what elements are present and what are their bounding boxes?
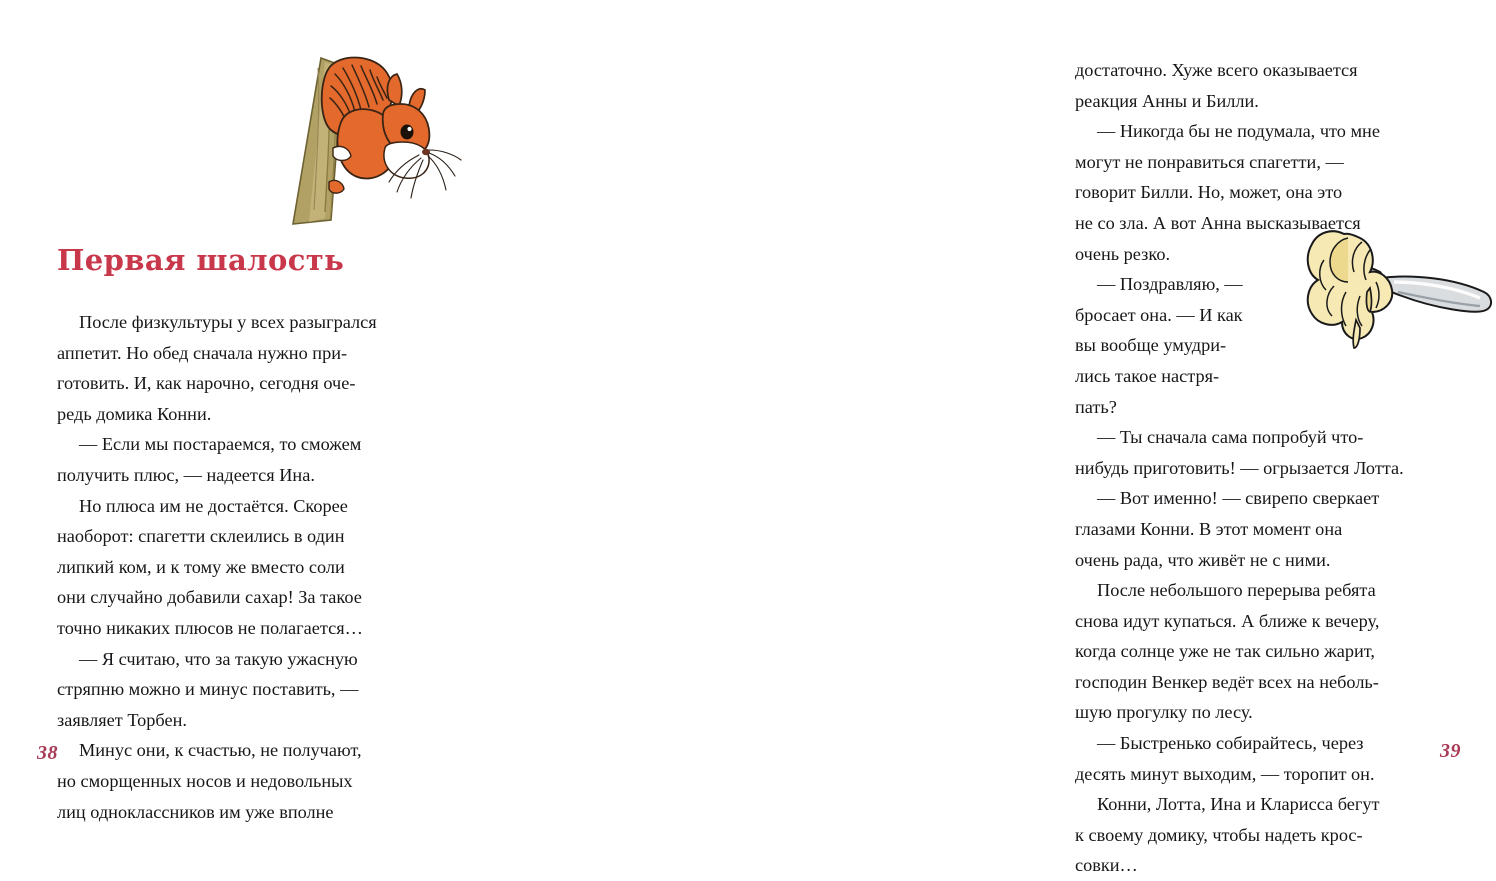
text-line: достаточно. Хуже всего оказывается [1075,60,1358,80]
text-line: Конни, Лотта, Ина и Кларисса бегут [1097,794,1380,815]
text-line: редь домика Конни. [57,403,212,424]
text-line: очень резко. [1075,243,1171,264]
text-line: аппетит. Но обед сначала нужно при- [57,342,348,363]
paragraph [57,735,425,827]
text-line: они случайно добавили сахар! За такое [57,587,362,608]
text-line: снова идут купаться. А ближе к вечеру, [1075,610,1380,631]
text-line: не со зла. А вот Анна высказывается [1075,212,1361,233]
paragraph [57,644,425,736]
text-line: совки… [1075,855,1138,876]
paragraph [1075,116,1437,269]
paragraph [57,307,425,429]
text-line: нибудь приготовить! — огрызается Лотта. [1075,457,1404,478]
text-line: — Никогда бы не подумала, что мне [1097,121,1380,142]
left-column-text [57,307,425,827]
paragraph [57,429,425,490]
text-line: После физкультуры у всех разыгрался [79,312,377,332]
text-line: получить плюс, — надеется Ина. [57,464,315,485]
text-line: лиц одноклассников им уже вполне [57,801,334,822]
text-line: наоборот: спагетти склеились в один [57,526,345,547]
text-line: бросает она. — И как [1075,304,1243,325]
text-line: липкий ком, и к тому же вместо соли [57,556,345,577]
paragraph [1075,55,1437,116]
squirrel-illustration [285,52,430,227]
text-line: шую прогулку по лесу. [1075,702,1253,723]
text-line: господин Венкер ведёт всех на неболь- [1075,671,1379,692]
text-line: точно никаких плюсов не полагается… [57,617,363,638]
paragraph [57,491,425,644]
text-line: реакция Анны и Билли. [1075,90,1259,111]
page-left [0,0,500,822]
text-line: пать? [1075,396,1117,417]
text-line: могут не понравиться спагетти, — [1075,151,1344,172]
text-line: лись такое настря- [1075,365,1220,386]
text-line: готовить. И, как нарочно, сегодня оче- [57,373,356,394]
text-line: стряпню можно и минус поставить, — [57,679,359,700]
paragraph [1075,575,1437,728]
text-line: к своему домику, чтобы надеть крос- [1075,824,1363,845]
text-line: — Если мы постараемся, то сможем [79,434,362,455]
paragraph [1075,789,1437,881]
text-line: — Поздравляю, — [1097,274,1243,295]
paragraph [1075,483,1437,575]
text-line: очень рада, что живёт не с ними. [1075,549,1331,570]
text-line: говорит Билли. Но, может, она это [1075,182,1343,203]
text-line: заявляет Торбен. [57,709,187,730]
text-line: — Ты сначала сама попробуй что- [1097,427,1364,448]
right-column-text [1075,55,1437,881]
text-line: — Вот именно! — свирепо сверкает [1097,488,1380,509]
text-line: — Быстренько собирайтесь, через [1097,733,1364,754]
text-line: вы вообще умудри- [1075,335,1227,356]
page-right [500,0,1461,876]
text-line: но сморщенных носов и недовольных [57,770,353,791]
text-line: Минус они, к счастью, не получают, [79,740,362,761]
text-line: когда солнце уже не так сильно жарит, [1075,641,1375,662]
text-line: десять минут выходим, — торопит он. [1075,763,1375,784]
text-line: — Я считаю, что за такую ужасную [79,648,358,669]
page-number-right: 39 [1440,740,1461,762]
text-line: глазами Конни. В этот момент она [1075,518,1343,539]
page-number-left: 38 [37,742,58,764]
paragraph [1075,422,1437,483]
paragraph-wrapped-around-illustration [1075,269,1437,422]
text-line: Но плюса им не достаётся. Скорее [79,495,348,516]
chapter-title: Первая шалость [57,243,345,277]
paragraph [1075,728,1437,789]
text-line: После небольшого перерыва ребята [1097,580,1376,601]
